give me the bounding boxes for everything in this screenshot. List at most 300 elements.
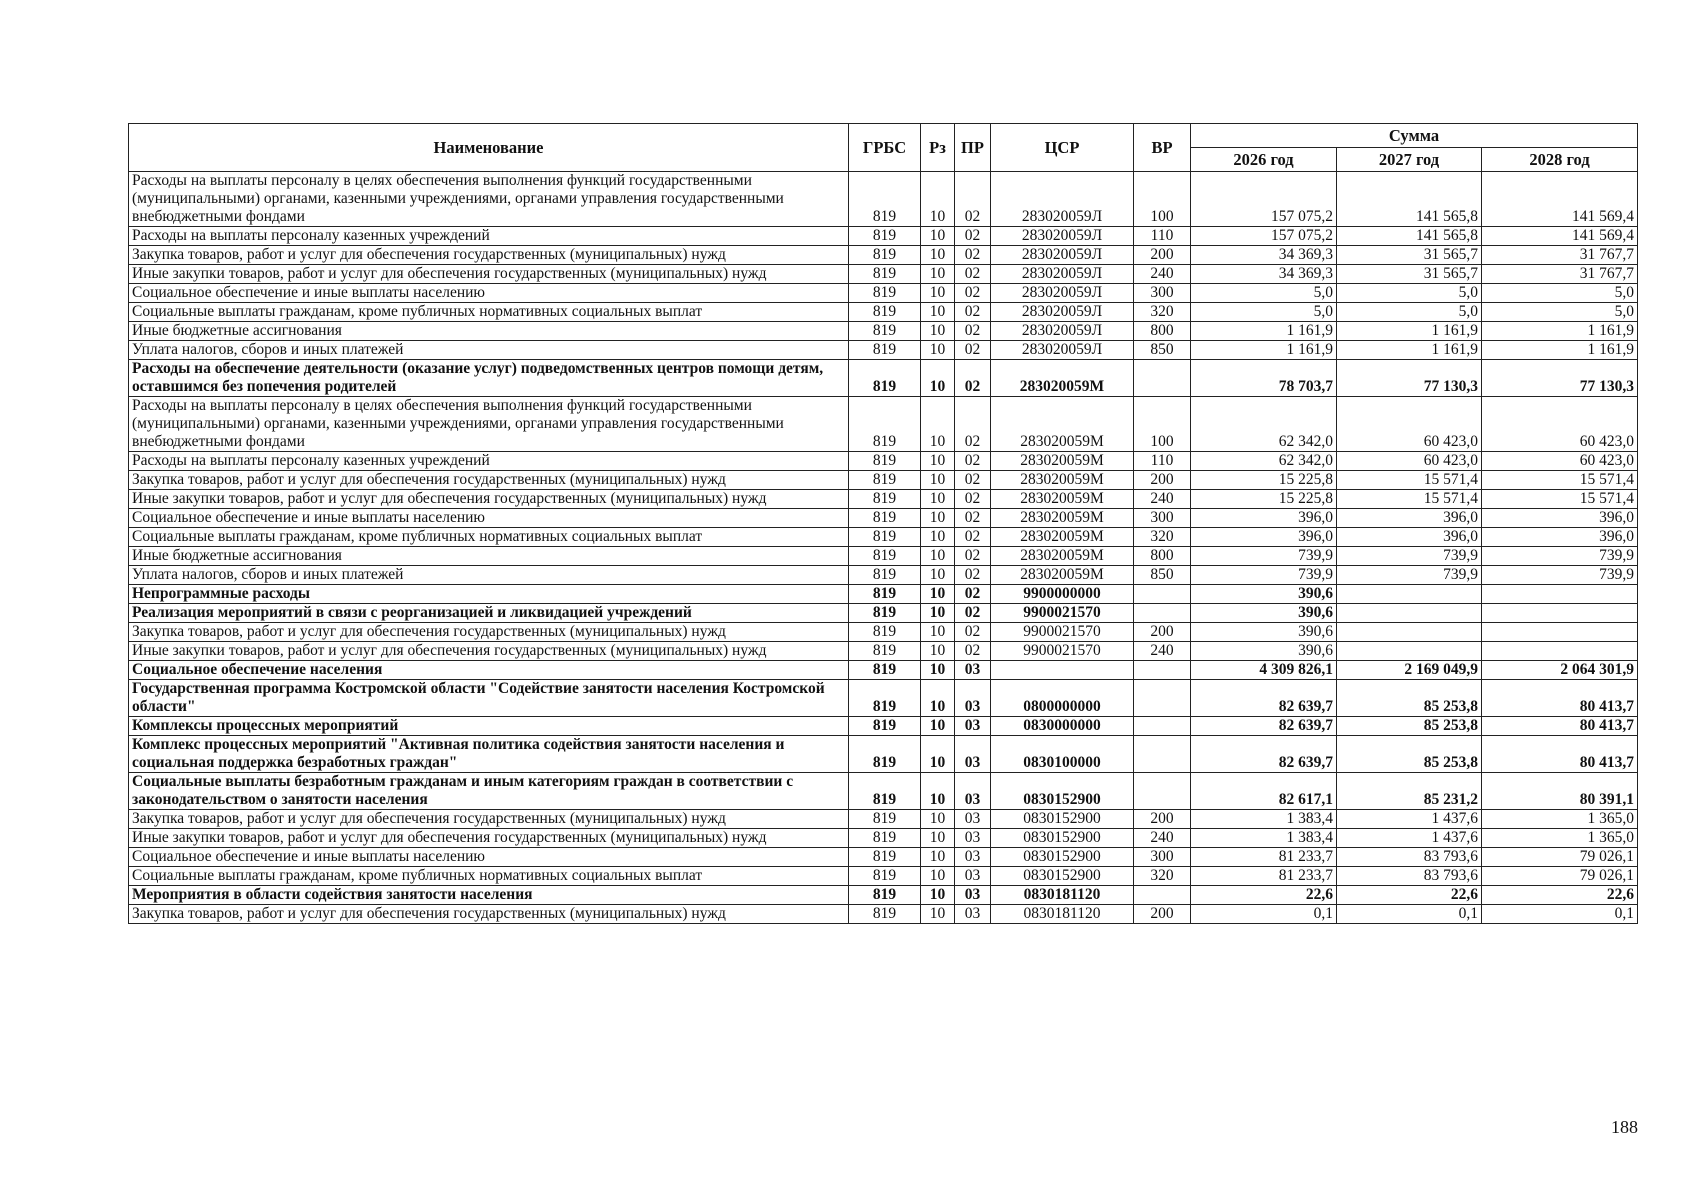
- table-row: [129, 172, 1638, 227]
- row-vr: [1134, 717, 1191, 736]
- row-sum-2028: 1 365,0: [1482, 829, 1638, 848]
- table-row: [129, 905, 1638, 924]
- row-rz: 10: [921, 623, 955, 642]
- row-sum-2026: 34 369,3: [1191, 246, 1337, 265]
- row-grbs: 819: [849, 848, 921, 867]
- row-name: Реализация мероприятий в связи с реорганизацией и ликвидацией учреждений: [129, 604, 849, 623]
- row-rz: 10: [921, 547, 955, 566]
- row-pr: 02: [955, 284, 991, 303]
- table-row: [129, 303, 1638, 322]
- row-csr: 0830100000: [991, 736, 1134, 773]
- row-csr: 9900000000: [991, 585, 1134, 604]
- row-grbs: 819: [849, 284, 921, 303]
- row-rz: 10: [921, 642, 955, 661]
- table-row: [129, 452, 1638, 471]
- row-sum-2027: 85 231,2: [1337, 773, 1482, 810]
- row-csr: 283020059Л: [991, 284, 1134, 303]
- row-pr: 03: [955, 848, 991, 867]
- table-row: [129, 471, 1638, 490]
- row-name: Расходы на обеспечение деятельности (оказание услуг) подведомственных центров помощи детям, оставшимся без попечения родителей: [129, 360, 849, 397]
- row-sum-2028: 396,0: [1482, 509, 1638, 528]
- row-sum-2027: 0,1: [1337, 905, 1482, 924]
- row-grbs: 819: [849, 397, 921, 452]
- row-sum-2027: 60 423,0: [1337, 397, 1482, 452]
- row-rz: 10: [921, 490, 955, 509]
- row-sum-2027: 5,0: [1337, 284, 1482, 303]
- row-name: Социальное обеспечение и иные выплаты населению: [129, 509, 849, 528]
- row-grbs: 819: [849, 905, 921, 924]
- row-pr: 02: [955, 509, 991, 528]
- row-name: Иные бюджетные ассигнования: [129, 322, 849, 341]
- row-name: Расходы на выплаты персоналу казенных учреждений: [129, 227, 849, 246]
- table-row: [129, 661, 1638, 680]
- row-sum-2028: 60 423,0: [1482, 452, 1638, 471]
- row-pr: 03: [955, 829, 991, 848]
- row-vr: 300: [1134, 848, 1191, 867]
- row-rz: 10: [921, 227, 955, 246]
- row-rz: 10: [921, 585, 955, 604]
- row-csr: 0830152900: [991, 848, 1134, 867]
- header-grbs: ГРБС: [849, 124, 921, 172]
- row-rz: 10: [921, 303, 955, 322]
- table-row: [129, 810, 1638, 829]
- row-sum-2028: 15 571,4: [1482, 490, 1638, 509]
- row-rz: 10: [921, 905, 955, 924]
- row-grbs: 819: [849, 303, 921, 322]
- row-rz: 10: [921, 452, 955, 471]
- row-name: Иные закупки товаров, работ и услуг для обеспечения государственных (муниципальных) нужд: [129, 265, 849, 284]
- table-row: [129, 829, 1638, 848]
- header-pr: ПР: [955, 124, 991, 172]
- row-sum-2026: 15 225,8: [1191, 490, 1337, 509]
- header-name: Наименование: [129, 124, 849, 172]
- header-year-2028: 2028 год: [1482, 148, 1638, 172]
- row-sum-2027: 85 253,8: [1337, 680, 1482, 717]
- table-row: [129, 867, 1638, 886]
- row-rz: 10: [921, 661, 955, 680]
- row-csr: 283020059М: [991, 360, 1134, 397]
- row-name: Комплекс процессных мероприятий "Активная политика содействия занятости населения и социальная поддержка безработных граждан": [129, 736, 849, 773]
- row-sum-2027: 739,9: [1337, 547, 1482, 566]
- row-vr: 110: [1134, 227, 1191, 246]
- header-csr: ЦСР: [991, 124, 1134, 172]
- row-pr: 03: [955, 810, 991, 829]
- row-rz: 10: [921, 736, 955, 773]
- row-sum-2028: 79 026,1: [1482, 867, 1638, 886]
- row-sum-2028: 31 767,7: [1482, 265, 1638, 284]
- row-grbs: 819: [849, 736, 921, 773]
- row-pr: 02: [955, 623, 991, 642]
- row-csr: 283020059М: [991, 528, 1134, 547]
- row-sum-2026: 396,0: [1191, 528, 1337, 547]
- row-grbs: 819: [849, 717, 921, 736]
- row-rz: 10: [921, 397, 955, 452]
- row-pr: 02: [955, 246, 991, 265]
- row-pr: 02: [955, 265, 991, 284]
- row-sum-2028: 1 161,9: [1482, 341, 1638, 360]
- row-name: Иные закупки товаров, работ и услуг для обеспечения государственных (муниципальных) нужд: [129, 642, 849, 661]
- row-grbs: 819: [849, 547, 921, 566]
- table-row: [129, 341, 1638, 360]
- row-name: Непрограммные расходы: [129, 585, 849, 604]
- row-sum-2027: [1337, 585, 1482, 604]
- table-row: [129, 227, 1638, 246]
- row-sum-2026: 4 309 826,1: [1191, 661, 1337, 680]
- row-csr: 0830000000: [991, 717, 1134, 736]
- row-sum-2027: [1337, 623, 1482, 642]
- row-name: Иные бюджетные ассигнования: [129, 547, 849, 566]
- row-name: Закупка товаров, работ и услуг для обеспечения государственных (муниципальных) нужд: [129, 623, 849, 642]
- row-vr: 200: [1134, 623, 1191, 642]
- row-pr: 02: [955, 528, 991, 547]
- row-csr: [991, 661, 1134, 680]
- row-rz: 10: [921, 509, 955, 528]
- row-pr: 02: [955, 490, 991, 509]
- row-rz: 10: [921, 604, 955, 623]
- row-sum-2028: [1482, 604, 1638, 623]
- row-grbs: 819: [849, 810, 921, 829]
- row-csr: 283020059М: [991, 397, 1134, 452]
- row-name: Уплата налогов, сборов и иных платежей: [129, 566, 849, 585]
- row-rz: 10: [921, 680, 955, 717]
- row-sum-2028: [1482, 642, 1638, 661]
- row-rz: 10: [921, 867, 955, 886]
- row-rz: 10: [921, 341, 955, 360]
- row-grbs: 819: [849, 265, 921, 284]
- budget-table: [128, 123, 1638, 924]
- row-csr: 283020059М: [991, 490, 1134, 509]
- table-row: [129, 773, 1638, 810]
- header-year-2026: 2026 год: [1191, 148, 1337, 172]
- row-sum-2027: 141 565,8: [1337, 227, 1482, 246]
- row-rz: 10: [921, 360, 955, 397]
- row-grbs: 819: [849, 661, 921, 680]
- row-sum-2028: 141 569,4: [1482, 172, 1638, 227]
- row-csr: 283020059М: [991, 547, 1134, 566]
- row-sum-2028: 1 161,9: [1482, 322, 1638, 341]
- row-csr: 283020059Л: [991, 246, 1134, 265]
- row-pr: 03: [955, 680, 991, 717]
- table-row: [129, 360, 1638, 397]
- row-csr: 283020059Л: [991, 322, 1134, 341]
- row-vr: 300: [1134, 509, 1191, 528]
- row-csr: 283020059М: [991, 509, 1134, 528]
- row-sum-2028: [1482, 623, 1638, 642]
- row-pr: 02: [955, 397, 991, 452]
- table-header: [129, 124, 1638, 172]
- table-row: [129, 509, 1638, 528]
- table-row: [129, 717, 1638, 736]
- row-rz: 10: [921, 322, 955, 341]
- row-sum-2028: 2 064 301,9: [1482, 661, 1638, 680]
- header-year-2027: 2027 год: [1337, 148, 1482, 172]
- row-pr: 02: [955, 360, 991, 397]
- row-grbs: 819: [849, 829, 921, 848]
- row-csr: 283020059Л: [991, 303, 1134, 322]
- row-csr: 283020059М: [991, 566, 1134, 585]
- row-pr: 02: [955, 642, 991, 661]
- row-sum-2026: 22,6: [1191, 886, 1337, 905]
- row-grbs: 819: [849, 471, 921, 490]
- row-sum-2028: 396,0: [1482, 528, 1638, 547]
- row-sum-2026: 396,0: [1191, 509, 1337, 528]
- row-csr: 0800000000: [991, 680, 1134, 717]
- row-name: Социальное обеспечение и иные выплаты населению: [129, 848, 849, 867]
- row-grbs: 819: [849, 773, 921, 810]
- table-row: [129, 736, 1638, 773]
- row-grbs: 819: [849, 867, 921, 886]
- row-vr: 240: [1134, 265, 1191, 284]
- row-csr: 0830181120: [991, 886, 1134, 905]
- row-sum-2026: 157 075,2: [1191, 227, 1337, 246]
- row-sum-2026: 1 161,9: [1191, 322, 1337, 341]
- table-row: [129, 265, 1638, 284]
- row-pr: 02: [955, 471, 991, 490]
- row-pr: 03: [955, 905, 991, 924]
- table-row: [129, 547, 1638, 566]
- row-name: Расходы на выплаты персоналу в целях обеспечения выполнения функций государственными (муниципальными) органами, казенными учреждениями, органами управления государственными внебюджетными фондами: [129, 397, 849, 452]
- row-rz: 10: [921, 886, 955, 905]
- row-sum-2026: 1 161,9: [1191, 341, 1337, 360]
- row-vr: [1134, 680, 1191, 717]
- row-rz: 10: [921, 566, 955, 585]
- row-sum-2027: 1 437,6: [1337, 810, 1482, 829]
- table-row: [129, 623, 1638, 642]
- row-vr: 200: [1134, 246, 1191, 265]
- row-name: Расходы на выплаты персоналу казенных учреждений: [129, 452, 849, 471]
- row-name: Комплексы процессных мероприятий: [129, 717, 849, 736]
- row-sum-2027: 1 161,9: [1337, 322, 1482, 341]
- row-vr: 320: [1134, 303, 1191, 322]
- row-sum-2026: 1 383,4: [1191, 810, 1337, 829]
- row-name: Закупка товаров, работ и услуг для обеспечения государственных (муниципальных) нужд: [129, 246, 849, 265]
- row-sum-2026: 390,6: [1191, 623, 1337, 642]
- row-grbs: 819: [849, 341, 921, 360]
- row-vr: 200: [1134, 810, 1191, 829]
- row-sum-2028: 739,9: [1482, 566, 1638, 585]
- row-sum-2026: 157 075,2: [1191, 172, 1337, 227]
- row-rz: 10: [921, 265, 955, 284]
- table-row: [129, 490, 1638, 509]
- row-grbs: 819: [849, 886, 921, 905]
- table-row: [129, 585, 1638, 604]
- row-pr: 03: [955, 717, 991, 736]
- row-name: Закупка товаров, работ и услуг для обеспечения государственных (муниципальных) нужд: [129, 810, 849, 829]
- row-sum-2026: 15 225,8: [1191, 471, 1337, 490]
- row-sum-2027: 85 253,8: [1337, 717, 1482, 736]
- row-csr: 0830152900: [991, 773, 1134, 810]
- row-sum-2026: 5,0: [1191, 284, 1337, 303]
- row-name: Социальные выплаты гражданам, кроме публичных нормативных социальных выплат: [129, 303, 849, 322]
- row-sum-2026: 1 383,4: [1191, 829, 1337, 848]
- row-sum-2027: 1 437,6: [1337, 829, 1482, 848]
- row-name: Закупка товаров, работ и услуг для обеспечения государственных (муниципальных) нужд: [129, 905, 849, 924]
- row-vr: [1134, 773, 1191, 810]
- row-vr: 240: [1134, 829, 1191, 848]
- row-sum-2028: 79 026,1: [1482, 848, 1638, 867]
- row-sum-2027: 2 169 049,9: [1337, 661, 1482, 680]
- row-grbs: 819: [849, 490, 921, 509]
- row-pr: 03: [955, 886, 991, 905]
- row-vr: [1134, 585, 1191, 604]
- row-sum-2026: 82 639,7: [1191, 717, 1337, 736]
- header-rz: Рз: [921, 124, 955, 172]
- row-pr: 02: [955, 172, 991, 227]
- row-sum-2027: 60 423,0: [1337, 452, 1482, 471]
- row-name: Государственная программа Костромской области "Содействие занятости населения Костромской области": [129, 680, 849, 717]
- row-sum-2026: 62 342,0: [1191, 452, 1337, 471]
- row-vr: 320: [1134, 867, 1191, 886]
- row-pr: 03: [955, 661, 991, 680]
- row-pr: 02: [955, 547, 991, 566]
- row-sum-2028: 80 391,1: [1482, 773, 1638, 810]
- row-rz: 10: [921, 284, 955, 303]
- row-rz: 10: [921, 810, 955, 829]
- row-csr: 0830152900: [991, 810, 1134, 829]
- row-csr: 283020059М: [991, 471, 1134, 490]
- row-vr: [1134, 360, 1191, 397]
- row-csr: 283020059Л: [991, 172, 1134, 227]
- row-name: Мероприятия в области содействия занятости населения: [129, 886, 849, 905]
- row-pr: 02: [955, 452, 991, 471]
- row-pr: 02: [955, 585, 991, 604]
- row-grbs: 819: [849, 623, 921, 642]
- row-sum-2026: 81 233,7: [1191, 848, 1337, 867]
- row-sum-2027: 396,0: [1337, 528, 1482, 547]
- row-sum-2028: [1482, 585, 1638, 604]
- row-pr: 02: [955, 227, 991, 246]
- row-sum-2027: 83 793,6: [1337, 848, 1482, 867]
- row-sum-2028: 5,0: [1482, 284, 1638, 303]
- row-pr: 03: [955, 867, 991, 886]
- row-sum-2027: [1337, 604, 1482, 623]
- row-sum-2026: 81 233,7: [1191, 867, 1337, 886]
- row-sum-2028: 31 767,7: [1482, 246, 1638, 265]
- row-name: Уплата налогов, сборов и иных платежей: [129, 341, 849, 360]
- table-row: [129, 848, 1638, 867]
- row-sum-2027: 83 793,6: [1337, 867, 1482, 886]
- table-row: [129, 397, 1638, 452]
- table-row: [129, 642, 1638, 661]
- row-sum-2026: 739,9: [1191, 547, 1337, 566]
- row-sum-2028: 80 413,7: [1482, 717, 1638, 736]
- table-row: [129, 604, 1638, 623]
- row-sum-2028: 80 413,7: [1482, 680, 1638, 717]
- row-sum-2028: 77 130,3: [1482, 360, 1638, 397]
- row-sum-2027: 77 130,3: [1337, 360, 1482, 397]
- row-name: Социальные выплаты гражданам, кроме публичных нормативных социальных выплат: [129, 867, 849, 886]
- row-pr: 03: [955, 773, 991, 810]
- row-name: Социальные выплаты безработным гражданам и иным категориям граждан в соответствии с законодательством о занятости населения: [129, 773, 849, 810]
- row-rz: 10: [921, 717, 955, 736]
- row-sum-2028: 1 365,0: [1482, 810, 1638, 829]
- row-name: Расходы на выплаты персоналу в целях обеспечения выполнения функций государственными (муниципальными) органами, казенными учреждениями, органами управления государственными внебюджетными фондами: [129, 172, 849, 227]
- row-grbs: 819: [849, 528, 921, 547]
- row-sum-2027: [1337, 642, 1482, 661]
- row-vr: 240: [1134, 490, 1191, 509]
- row-sum-2027: 141 565,8: [1337, 172, 1482, 227]
- row-vr: [1134, 661, 1191, 680]
- row-rz: 10: [921, 829, 955, 848]
- row-sum-2026: 390,6: [1191, 604, 1337, 623]
- table-row: [129, 528, 1638, 547]
- row-csr: 283020059М: [991, 452, 1134, 471]
- row-vr: [1134, 886, 1191, 905]
- row-vr: 300: [1134, 284, 1191, 303]
- row-name: Иные закупки товаров, работ и услуг для обеспечения государственных (муниципальных) нужд: [129, 829, 849, 848]
- row-pr: 02: [955, 322, 991, 341]
- row-grbs: 819: [849, 227, 921, 246]
- row-vr: 320: [1134, 528, 1191, 547]
- table-row: [129, 680, 1638, 717]
- row-csr: 0830181120: [991, 905, 1134, 924]
- table-row: [129, 886, 1638, 905]
- row-grbs: 819: [849, 642, 921, 661]
- row-sum-2027: 31 565,7: [1337, 246, 1482, 265]
- row-sum-2026: 82 639,7: [1191, 736, 1337, 773]
- header-sum: Сумма: [1191, 124, 1638, 148]
- row-vr: 850: [1134, 566, 1191, 585]
- row-csr: 283020059Л: [991, 341, 1134, 360]
- row-vr: 100: [1134, 397, 1191, 452]
- row-sum-2027: 22,6: [1337, 886, 1482, 905]
- table-row: [129, 566, 1638, 585]
- row-name: Иные закупки товаров, работ и услуг для обеспечения государственных (муниципальных) нужд: [129, 490, 849, 509]
- row-sum-2026: 390,6: [1191, 585, 1337, 604]
- row-sum-2026: 34 369,3: [1191, 265, 1337, 284]
- row-name: Закупка товаров, работ и услуг для обеспечения государственных (муниципальных) нужд: [129, 471, 849, 490]
- row-grbs: 819: [849, 680, 921, 717]
- row-vr: 800: [1134, 547, 1191, 566]
- table-body: [129, 172, 1638, 924]
- row-sum-2027: 15 571,4: [1337, 490, 1482, 509]
- row-csr: 0830152900: [991, 829, 1134, 848]
- row-sum-2028: 141 569,4: [1482, 227, 1638, 246]
- row-pr: 02: [955, 303, 991, 322]
- row-csr: 283020059Л: [991, 227, 1134, 246]
- row-vr: [1134, 736, 1191, 773]
- row-sum-2027: 739,9: [1337, 566, 1482, 585]
- row-vr: 800: [1134, 322, 1191, 341]
- row-sum-2026: 739,9: [1191, 566, 1337, 585]
- row-sum-2026: 5,0: [1191, 303, 1337, 322]
- row-pr: 03: [955, 736, 991, 773]
- row-sum-2027: 85 253,8: [1337, 736, 1482, 773]
- row-sum-2027: 396,0: [1337, 509, 1482, 528]
- row-grbs: 819: [849, 452, 921, 471]
- row-rz: 10: [921, 246, 955, 265]
- row-vr: 110: [1134, 452, 1191, 471]
- row-csr: 283020059Л: [991, 265, 1134, 284]
- row-sum-2028: 60 423,0: [1482, 397, 1638, 452]
- row-grbs: 819: [849, 360, 921, 397]
- row-vr: 200: [1134, 905, 1191, 924]
- row-sum-2026: 390,6: [1191, 642, 1337, 661]
- row-rz: 10: [921, 848, 955, 867]
- row-rz: 10: [921, 528, 955, 547]
- page-number: 188: [1611, 1117, 1638, 1137]
- row-vr: 100: [1134, 172, 1191, 227]
- row-rz: 10: [921, 773, 955, 810]
- row-sum-2026: 78 703,7: [1191, 360, 1337, 397]
- row-csr: 9900021570: [991, 623, 1134, 642]
- row-sum-2026: 82 617,1: [1191, 773, 1337, 810]
- row-csr: 0830152900: [991, 867, 1134, 886]
- row-vr: 200: [1134, 471, 1191, 490]
- row-name: Социальное обеспечение и иные выплаты населению: [129, 284, 849, 303]
- row-grbs: 819: [849, 604, 921, 623]
- row-pr: 02: [955, 604, 991, 623]
